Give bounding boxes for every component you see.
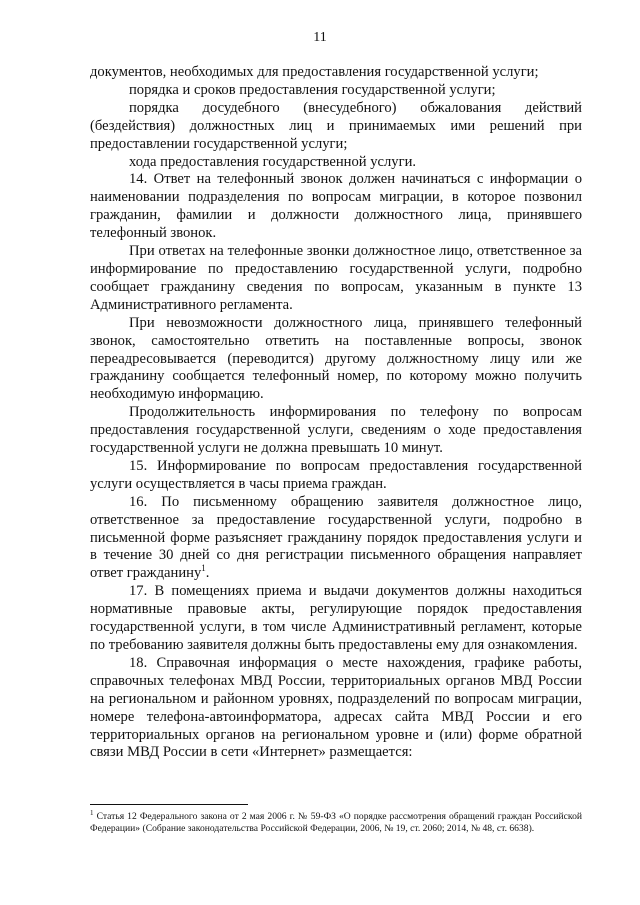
footnote-reference: 1 [201, 563, 206, 574]
footnote [90, 808, 582, 836]
paragraph-phone-answers: При ответах на телефонные звонки должностное лицо, ответственное за информирование по предоставлению государственной услуги, подробно сообщает гражданину сведения по вопросам, указанным в пункте 13 Административного регламента. [90, 243, 582, 313]
paragraph-14: 14. Ответ на телефонный звонок должен начинаться с информации о наименовании подразделения по вопросам миграции, в которое позвонил гражданин, фамилии и должности должностного лица, принявшего телефонный звонок. [90, 171, 582, 242]
paragraph-16: 16. По письменному обращению заявителя должностное лицо, ответственное за предоставление государственной услуги, подробно в письменной форме разъясняет гражданину порядок предоставления услуги и в течение 30 дней со дня регистрации письменного обращения направляет ответ гражданину$^1$. [90, 493, 582, 582]
paragraph-18: 18. Справочная информация о месте нахождения, графике работы, справочных телефонах МВД России, территориальных органов МВД России на региональном и районном уровнях, подразделений по вопросам миграции, номере телефона-автоинформатора, адресах сайта МВД России и его территориальных органов на региональном уровне и (или) форме обратной связи МВД России в сети «Интернет» размещается: [90, 654, 582, 761]
paragraph-order-terms: порядка и сроков предоставления государственной услуги; [129, 81, 496, 98]
page-number: 11 [313, 30, 327, 45]
paragraph-appeal-procedure: порядка досудебного (внесудебного) обжалования действий (бездействия) должностных лиц и принимаемых ими решений при предоставлении государственной услуги; [90, 99, 582, 152]
paragraph-service-progress: хода предоставления государственной услуги. [129, 153, 417, 170]
paragraph-call-duration: Продолжительность информирования по телефону по вопросам предоставления государственной услуги, сведениям о ходе предоставления государственной услуги не должна превышать 10 минут. [90, 404, 582, 457]
paragraph-17: 17. В помещениях приема и выдачи документов должны находиться нормативные правовые акты, регулирующие порядок предоставления государственной услуги, в том числе Административный регламент, которые по требованию заявителя должны быть предоставлены ему для ознакомления. [90, 583, 582, 653]
paragraph-call-redirect: При невозможности должностного лица, принявшего телефонный звонок, самостоятельно ответить на поставленные вопросы, звонок переадресовывается (переводится) другому должностному лицу или же гражданину сообщается телефонный номер, по которому можно получить необходимую информацию. [90, 314, 582, 403]
paragraph-documents: документов, необходимых для предоставления государственной услуги; [90, 64, 539, 80]
paragraph-16-text: 16. По письменному обращению заявителя должностное лицо, ответственное за предоставление государственной услуги, подробно в письменной форме разъясняет гражданину порядок предоставления услуги и в течение 30 дней со дня регистрации письменного обращения направляет ответ гражданину [90, 493, 582, 582]
footnote-marker: 1 [90, 808, 94, 817]
paragraph-15: 15. Информирование по вопросам предоставления государственной услуги осуществляется в часы приема граждан. [90, 457, 582, 492]
footnote-text: Статья 12 Федерального закона от 2 мая 2006 г. № 59-ФЗ «О порядке рассмотрения обращений граждан Российской Федерации» (Собрание законодательства Российской Федерации, 2006, № 19, ст. 2060; 2014, № 48, ст. 6638). [90, 811, 582, 835]
footnote-divider [90, 804, 248, 805]
body-text [90, 64, 582, 762]
